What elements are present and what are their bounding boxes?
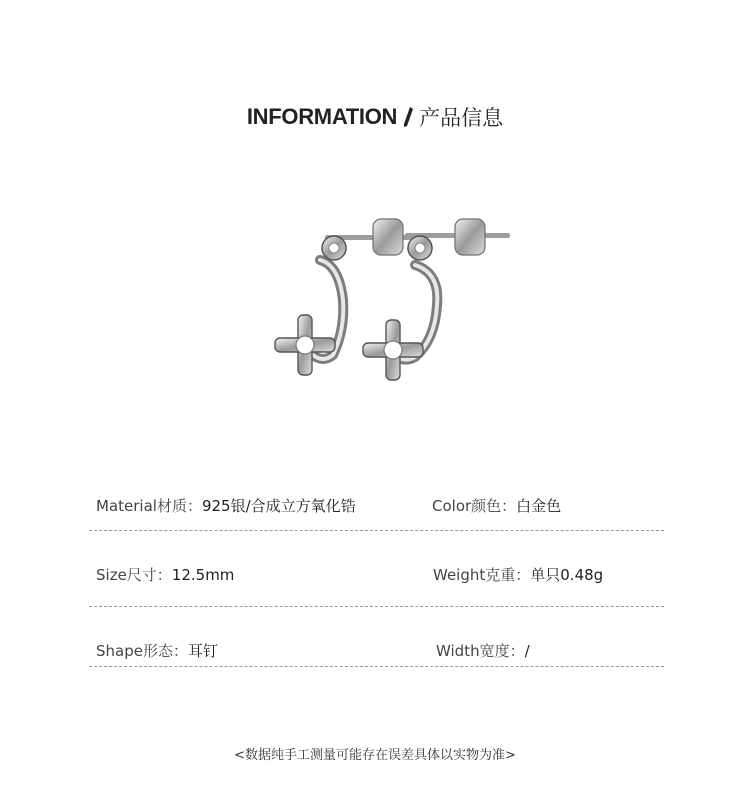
header-title-cn: 产品信息 <box>419 106 504 130</box>
header-title-en: INFORMATION <box>246 104 398 129</box>
divider-3 <box>89 666 664 667</box>
divider-1 <box>89 530 664 531</box>
spec-weight <box>433 564 603 585</box>
pen-slash-icon <box>403 106 413 128</box>
spec-shape <box>96 640 218 661</box>
spec-material-label: Material材质： <box>96 497 202 515</box>
spec-weight-value: 单只0.48g <box>530 566 604 584</box>
spec-width <box>436 640 530 661</box>
spec-shape-label: Shape形态： <box>96 642 188 660</box>
divider-2 <box>89 606 664 607</box>
spec-weight-label: Weight克重： <box>433 566 531 584</box>
spec-width-label: Width宽度： <box>436 642 525 660</box>
measurement-note: <数据纯手工测量可能存在误差具体以实物为准> <box>234 748 516 763</box>
spec-row-material-color <box>89 495 664 525</box>
spec-color-label: Color颜色： <box>432 497 517 515</box>
spec-width-value: / <box>524 642 530 660</box>
ear-jacket-earrings-image <box>265 205 515 395</box>
spec-color <box>432 495 561 516</box>
spec-material <box>96 495 356 516</box>
section-header <box>0 100 750 134</box>
spec-size-label: Size尺寸： <box>96 566 172 584</box>
spec-color-value: 白金色 <box>516 497 562 515</box>
spec-size-value: 12.5mm <box>171 566 235 584</box>
spec-row-size-weight <box>89 564 664 594</box>
spec-size <box>96 564 234 585</box>
spec-material-value: 925银/合成立方氧化锆 <box>201 497 356 515</box>
spec-shape-value: 耳钉 <box>187 642 218 660</box>
